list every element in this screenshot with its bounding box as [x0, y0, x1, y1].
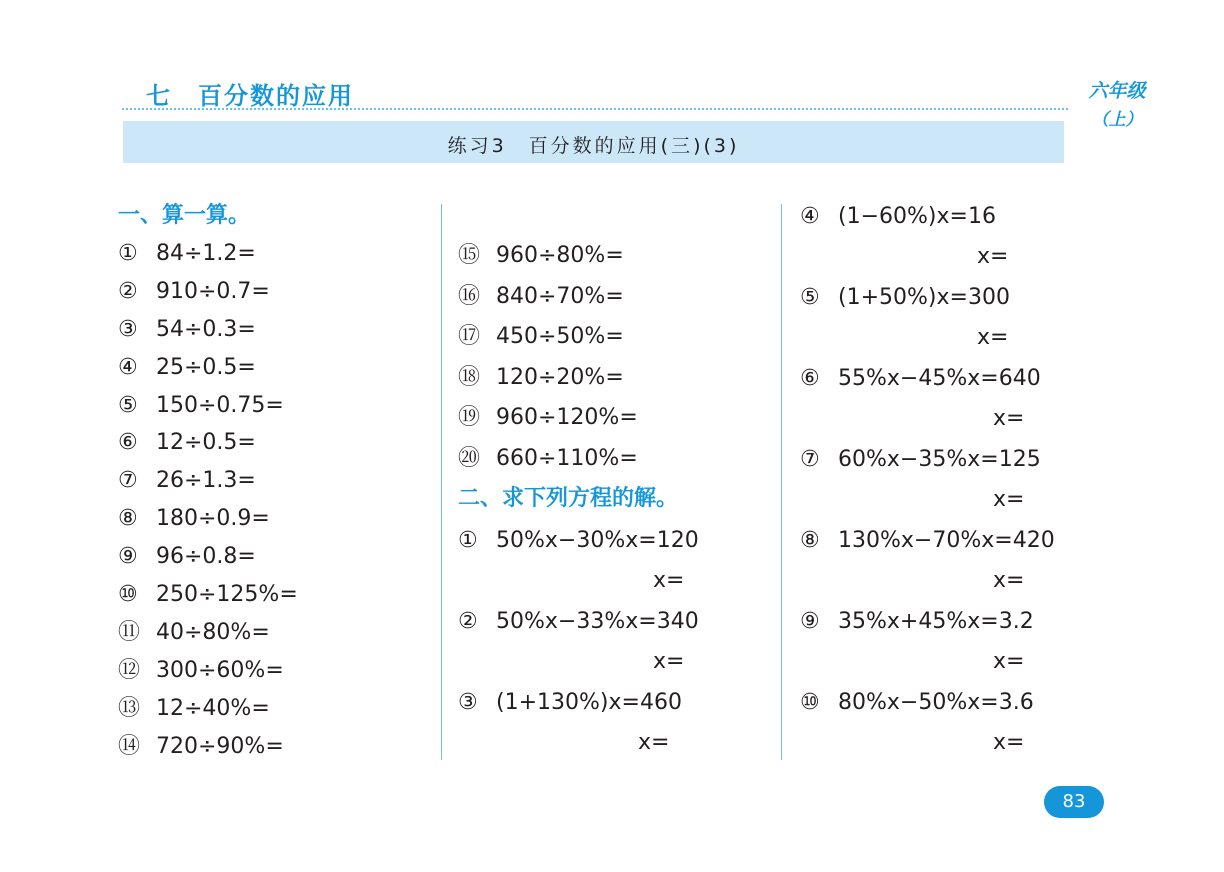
item-number: ⑤: [118, 393, 138, 418]
grade-label: 六年级: [1088, 80, 1146, 102]
calc-item: [118, 314, 256, 346]
equation-text: 50%x−30%x=120: [496, 528, 699, 553]
equation-item: [800, 525, 1055, 557]
equation-item: [800, 606, 1034, 638]
calc-expression: 40÷80%=: [156, 620, 270, 645]
item-number: ⑳: [458, 446, 481, 471]
calc-item: [118, 617, 270, 649]
item-number: ⑦: [118, 468, 138, 493]
calc-item: [458, 281, 624, 313]
item-number: ②: [458, 609, 478, 634]
section-title-equations: 二、求下列方程的解。: [458, 486, 679, 511]
header-divider: [122, 108, 1068, 110]
equation-item: [800, 282, 1010, 314]
item-number: ⑯: [458, 284, 481, 309]
item-number: ⑰: [458, 324, 481, 349]
calc-item: [118, 503, 270, 535]
item-number: ⑫: [118, 658, 141, 683]
equation-item: [800, 444, 1041, 476]
equation-answer: x=: [993, 649, 1025, 674]
page-number: 83: [1044, 786, 1104, 818]
item-number: ③: [458, 690, 478, 715]
equation-item: [800, 687, 1034, 719]
equation-text: 50%x−33%x=340: [496, 609, 699, 634]
item-number: ⑦: [800, 447, 820, 472]
equation-item: [458, 687, 682, 719]
calc-item: [458, 240, 624, 272]
item-number: ⑮: [458, 243, 481, 268]
item-number: ④: [800, 204, 820, 229]
calc-item: [458, 321, 624, 353]
calc-item: [118, 238, 256, 270]
equation-item: [458, 606, 699, 638]
calc-item: [458, 402, 638, 434]
calc-item: [458, 362, 624, 394]
calc-expression: 960÷80%=: [496, 243, 624, 268]
item-number: ⑲: [458, 405, 481, 430]
item-number: ⑥: [118, 430, 138, 455]
equation-text: (1−60%)x=16: [838, 204, 996, 229]
equation-answer: x=: [993, 730, 1025, 755]
volume-label: （上）: [1091, 110, 1143, 130]
item-number: ⑤: [800, 285, 820, 310]
column-divider-2: [781, 204, 782, 760]
column-divider-1: [441, 204, 442, 760]
equation-answer: x=: [653, 649, 685, 674]
calc-item: [118, 731, 284, 763]
calc-expression: 720÷90%=: [156, 734, 284, 759]
equation-text: (1+130%)x=460: [496, 690, 682, 715]
item-number: ③: [118, 317, 138, 342]
item-number: ⑨: [118, 544, 138, 569]
equation-text: 35%x+45%x=3.2: [838, 609, 1034, 634]
exercise-title: 练习3 百分数的应用(三)(3): [447, 135, 740, 157]
calc-item: [118, 465, 256, 497]
equation-item: [800, 363, 1041, 395]
calc-item: [118, 693, 270, 725]
equation-text: 130%x−70%x=420: [838, 528, 1055, 553]
equation-item: [458, 525, 699, 557]
equation-text: 80%x−50%x=3.6: [838, 690, 1034, 715]
calc-expression: 300÷60%=: [156, 658, 284, 683]
equation-text: 60%x−35%x=125: [838, 447, 1041, 472]
calc-item: [118, 390, 284, 422]
equation-answer: x=: [977, 325, 1009, 350]
item-number: ①: [458, 528, 478, 553]
equation-item: [800, 201, 996, 233]
item-number: ④: [118, 355, 138, 380]
grade-badge: [1080, 76, 1154, 130]
item-number: ⑪: [118, 620, 141, 645]
equation-answer: x=: [993, 406, 1025, 431]
item-number: ⑩: [800, 690, 820, 715]
equation-answer: x=: [993, 487, 1025, 512]
calc-item: [118, 541, 256, 573]
calc-item: [118, 276, 270, 308]
item-number: ①: [118, 241, 138, 266]
calc-expression: 250÷125%=: [156, 582, 298, 607]
item-number: ⑱: [458, 365, 481, 390]
exercise-banner: [123, 121, 1064, 163]
item-number: ⑩: [118, 582, 138, 607]
chapter-title: 七 百分数的应用: [146, 82, 354, 110]
calc-expression: 12÷0.5=: [156, 430, 256, 455]
calc-expression: 96÷0.8=: [156, 544, 256, 569]
equation-answer: x=: [653, 568, 685, 593]
calc-expression: 910÷0.7=: [156, 279, 270, 304]
calc-item: [118, 655, 284, 687]
calc-item: [118, 352, 256, 384]
calc-expression: 84÷1.2=: [156, 241, 256, 266]
calc-expression: 12÷40%=: [156, 696, 270, 721]
equation-answer: x=: [993, 568, 1025, 593]
calc-item: [458, 443, 638, 475]
calc-expression: 450÷50%=: [496, 324, 624, 349]
item-number: ⑧: [800, 528, 820, 553]
calc-expression: 120÷20%=: [496, 365, 624, 390]
item-number: ⑨: [800, 609, 820, 634]
item-number: ⑭: [118, 734, 141, 759]
calc-item: [118, 427, 256, 459]
item-number: ⑥: [800, 366, 820, 391]
calc-expression: 150÷0.75=: [156, 393, 284, 418]
calc-expression: 840÷70%=: [496, 284, 624, 309]
item-number: ②: [118, 279, 138, 304]
calc-expression: 54÷0.3=: [156, 317, 256, 342]
equation-text: 55%x−45%x=640: [838, 366, 1041, 391]
equation-answer: x=: [977, 244, 1009, 269]
section-title-calc: 一、算一算。: [118, 203, 251, 228]
equation-text: (1+50%)x=300: [838, 285, 1010, 310]
calc-item: [118, 579, 298, 611]
item-number: ⑬: [118, 696, 141, 721]
calc-expression: 25÷0.5=: [156, 355, 256, 380]
calc-expression: 180÷0.9=: [156, 506, 270, 531]
calc-expression: 26÷1.3=: [156, 468, 256, 493]
calc-expression: 660÷110%=: [496, 446, 638, 471]
item-number: ⑧: [118, 506, 138, 531]
equation-answer: x=: [638, 730, 670, 755]
calc-expression: 960÷120%=: [496, 405, 638, 430]
